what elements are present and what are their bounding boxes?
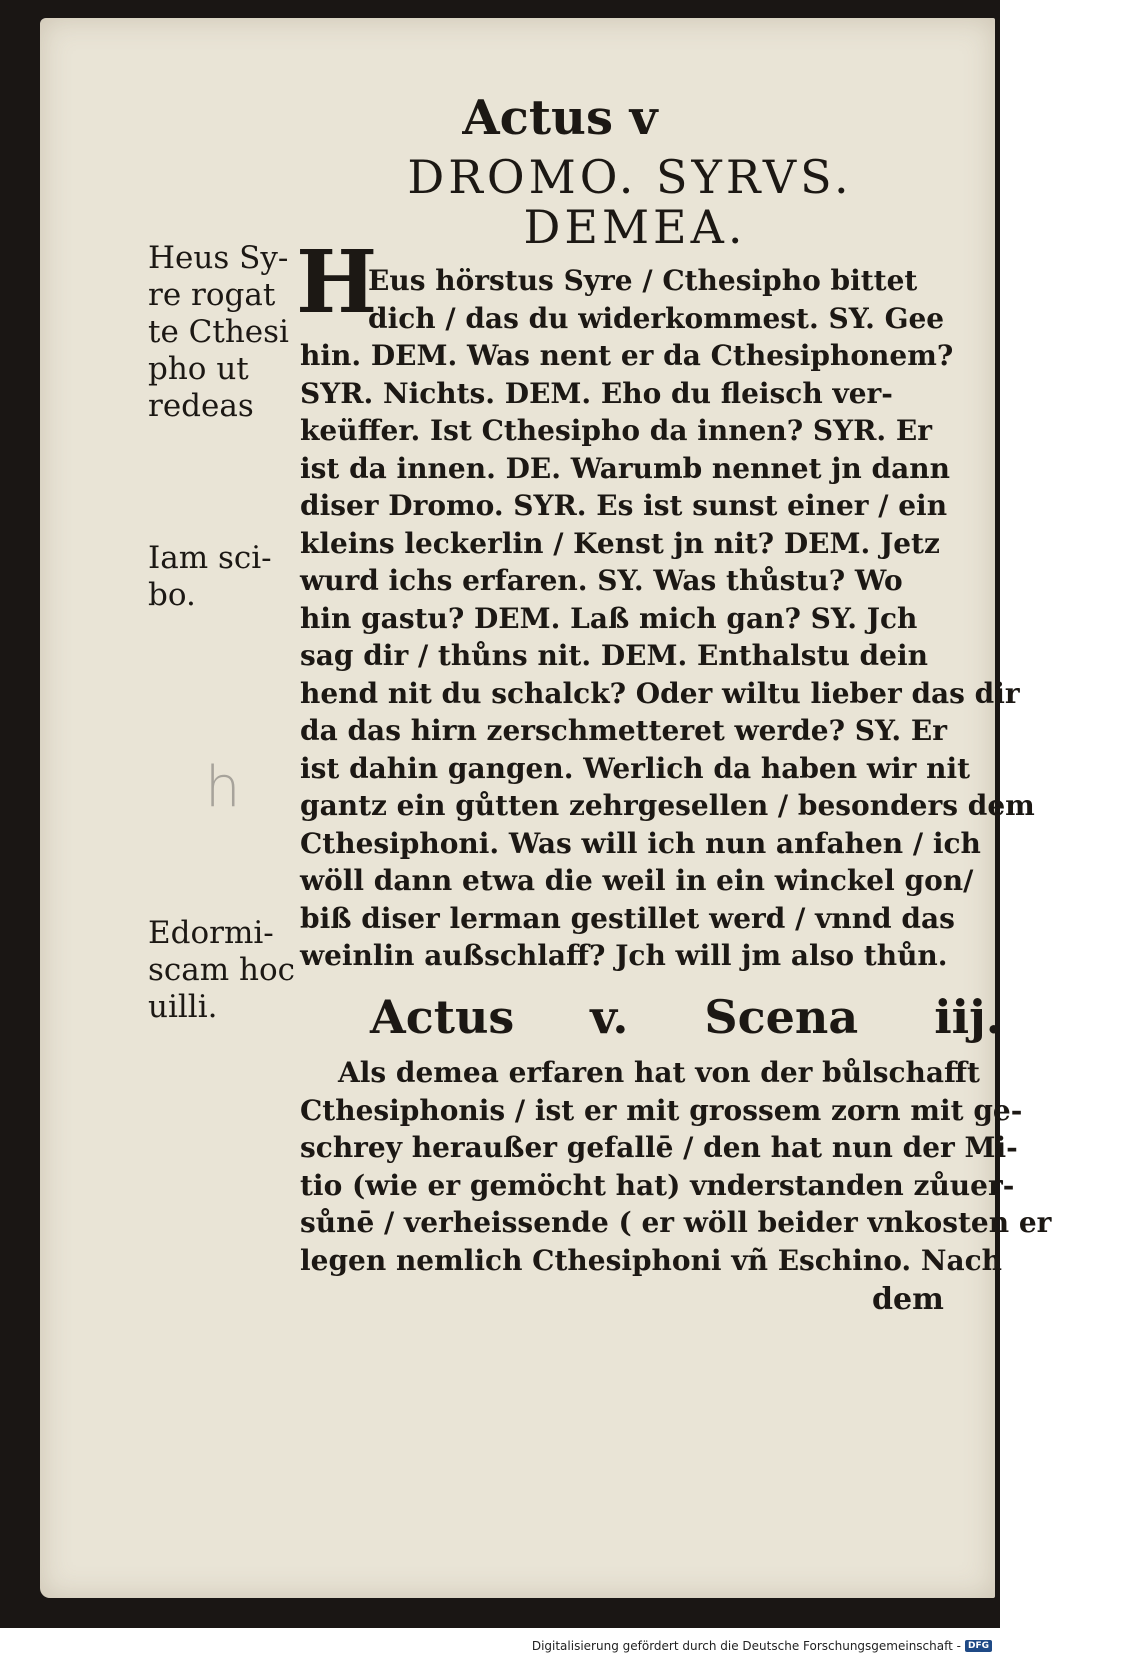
dfg-logo: DFG [965, 1640, 992, 1652]
text-line: wurd ichs erfaren. SY. Was thůstu? Wo [300, 564, 903, 597]
text-line: wöll dann etwa die weil in ein winckel gon/ [300, 864, 974, 897]
text-line: gantz ein gůtten zehrgesellen / besonders dem [300, 789, 1035, 822]
margin-line: te Cthesi [148, 314, 289, 350]
scene-heading: Actus v. Scena iij. [370, 990, 1002, 1044]
text-line: hend nit du schalck? Oder wiltu lieber das dir [300, 676, 1020, 710]
margin-note-1 [148, 240, 298, 425]
text-line: hin. DEM. Was nent er da Cthesiphonem? [300, 339, 954, 372]
margin-line: pho ut [148, 351, 249, 387]
text-line: schrey heraußer gefallē / den hat nun der Mi- [300, 1131, 1018, 1164]
text-line: dich / das du widerkommest. SY. Gee [368, 301, 945, 335]
text-line: da das hirn zerschmetteret werde? SY. Er [300, 714, 947, 747]
text-line: diser Dromo. SYR. Es ist sunst einer / ein [300, 489, 948, 522]
margin-line: bo. [148, 577, 196, 613]
text-line: legen nemlich Cthesiphoni vñ Eschino. Nach [300, 1243, 1003, 1277]
catchword: dem [872, 1282, 944, 1317]
text-line: kleins leckerlin / Kenst jn nit? DEM. Jetz [300, 526, 940, 560]
scene-summary-text [300, 1054, 1052, 1279]
digitization-credit [532, 1639, 992, 1653]
text-line: SYR. Nichts. DEM. Eho du fleisch ver- [300, 376, 893, 410]
text-line: ist da innen. DE. Warumb nennet jn dann [300, 451, 950, 485]
margin-line: scam hoc [148, 952, 295, 988]
margin-line: Iam sci- [148, 540, 272, 576]
text-line: sůnē / verheissende ( er wöll beider vnkosten er [300, 1206, 1052, 1239]
text-line: weinlin außschlaff? Jch will jm also thůn. [300, 939, 948, 972]
text-line: Cthesiphoni. Was will ich nun anfahen / ich [300, 826, 981, 860]
margin-line: uilli. [148, 989, 218, 1025]
drop-capital: H [296, 232, 378, 333]
text-line: sag dir / thůns nit. DEM. Enthalstu dein [300, 639, 928, 672]
margin-line: Heus Sy- [148, 240, 289, 276]
margin-note-2 [148, 540, 298, 614]
credit-text: Digitalisierung gefördert durch die Deutsche Forschungsgemeinschaft - [531, 1639, 961, 1653]
act-heading: Actus v [462, 90, 658, 146]
margin-line: redeas [148, 388, 254, 424]
margin-line: Edormi- [148, 915, 274, 951]
text-line: tio (wie er gemöcht hat) vnderstanden zůuer- [300, 1168, 1015, 1202]
dialogue-text [300, 262, 1035, 975]
characters-line-2: DEMEA. [523, 200, 747, 254]
text-line: biß diser lerman gestillet werd / vnnd das [300, 901, 955, 935]
text-line: Cthesiphonis / ist er mit grossem zorn mit ge- [300, 1093, 1023, 1127]
text-line: keüffer. Ist Cthesipho da innen? SYR. Er [300, 414, 932, 447]
text-line: ist dahin gangen. Werlich da haben wir nit [300, 751, 971, 785]
text-line: hin gastu? DEM. Laß mich gan? SY. Jch [300, 601, 918, 635]
characters-line-1: DROMO. SYRVS. [407, 150, 853, 204]
margin-line: re rogat [148, 277, 276, 313]
text-line: Als demea erfaren hat von der bůlschafft [338, 1056, 980, 1089]
margin-note-3 [148, 915, 298, 1026]
pencil-annotation: h [205, 755, 241, 820]
text-line: Eus hörstus Syre / Cthesipho bittet [368, 264, 918, 297]
